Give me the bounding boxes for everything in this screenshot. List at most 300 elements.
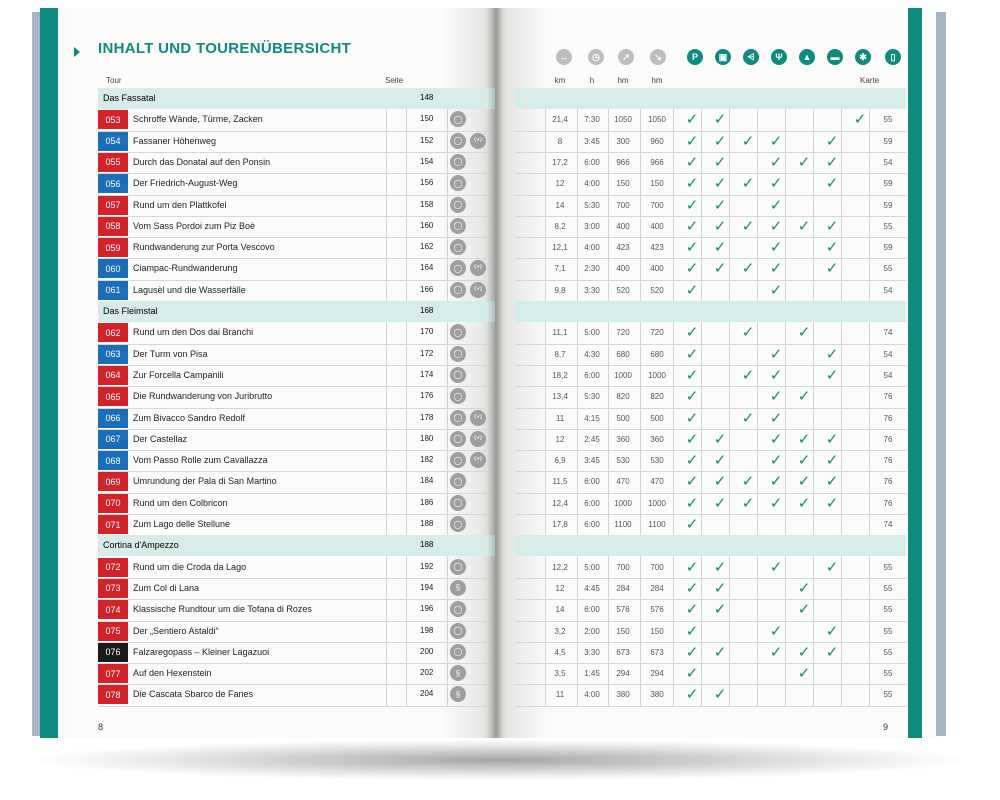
food-icon: Ψ	[771, 49, 787, 65]
tour-row[interactable]	[98, 471, 495, 492]
tour-data-row	[495, 173, 906, 194]
checkmark-icon: ✓	[713, 260, 727, 278]
tour-down: 820	[650, 392, 664, 402]
tour-row[interactable]	[98, 684, 495, 705]
tour-row[interactable]	[98, 408, 495, 429]
tour-number-badge: 065	[98, 387, 128, 406]
tour-up: 294	[616, 669, 630, 679]
tour-up: 500	[616, 413, 630, 423]
tour-row[interactable]	[98, 493, 495, 514]
tour-page: 172	[420, 348, 434, 358]
tour-karte: 55	[883, 605, 893, 615]
checkmark-icon: ✓	[825, 430, 839, 448]
tour-row[interactable]	[98, 344, 495, 365]
tour-karte: 76	[883, 498, 893, 508]
tour-number-badge: 073	[98, 579, 128, 598]
tour-number-badge: 059	[98, 238, 128, 257]
difficulty-circle-icon: ◯	[450, 495, 466, 511]
tour-down: 576	[650, 605, 664, 615]
distance-icon: ↔	[556, 49, 572, 65]
tour-up: 720	[616, 328, 630, 338]
tour-karte: 55	[883, 669, 893, 679]
tour-page: 196	[420, 604, 434, 614]
checkmark-icon: ✓	[741, 132, 755, 150]
left-teal-strip	[40, 8, 58, 738]
parking-icon: P	[687, 49, 703, 65]
tour-row[interactable]	[98, 663, 495, 684]
tour-page: 154	[420, 156, 434, 166]
unit-label-3: hm	[651, 76, 663, 85]
tour-name: Klassische Rundtour um die Tofana di Rozes	[133, 604, 312, 615]
tour-data-row	[495, 493, 906, 514]
tour-page: 178	[420, 412, 434, 422]
tour-number-badge: 066	[98, 409, 128, 428]
tour-down: 150	[650, 179, 664, 189]
checkmark-icon: ✓	[685, 686, 699, 704]
tour-km: 7,1	[554, 264, 566, 274]
difficulty-circle-icon: ◯	[450, 388, 466, 404]
checkmark-icon: ✓	[685, 473, 699, 491]
page-title: INHALT UND TOURENÜBERSICHT	[98, 40, 352, 57]
tour-up: 400	[616, 264, 630, 274]
tour-number-badge: 069	[98, 472, 128, 491]
tour-data-row	[495, 258, 906, 279]
kids-bear-icon: ʕ•ʔ	[470, 452, 486, 468]
tour-h: 1:45	[584, 669, 600, 679]
tour-km: 3,2	[554, 626, 566, 636]
tour-number-badge: 057	[98, 196, 128, 215]
tour-number-badge: 070	[98, 494, 128, 513]
tour-km: 11	[555, 690, 565, 700]
tour-name: Umrundung der Pala di San Martino	[133, 476, 277, 487]
tour-h: 6:00	[584, 498, 600, 508]
tour-data-row	[495, 408, 906, 429]
tour-km: 13,4	[552, 392, 568, 402]
tour-km: 11,5	[552, 477, 568, 487]
tour-karte: 55	[883, 264, 893, 274]
tour-number-badge: 077	[98, 664, 128, 683]
difficulty-circle-icon: ◯	[450, 346, 466, 362]
tour-km: 6,9	[554, 456, 566, 466]
tour-h: 6:00	[584, 370, 600, 380]
tour-h: 3:45	[584, 456, 600, 466]
tour-h: 2:45	[584, 434, 600, 444]
checkmark-icon: ✓	[825, 494, 839, 512]
row-divider	[515, 706, 906, 707]
title-arrow-icon	[74, 47, 80, 57]
tour-km: 12	[555, 583, 565, 593]
tour-data-row	[495, 322, 906, 343]
tour-row[interactable]	[98, 621, 495, 642]
tour-page: 184	[420, 476, 434, 486]
tour-h: 3:00	[584, 221, 600, 231]
difficulty-circle-icon: ◯	[450, 516, 466, 532]
page-edges-right	[936, 12, 946, 736]
tour-row[interactable]	[98, 280, 495, 301]
checkmark-icon: ✓	[769, 239, 783, 257]
tour-karte: 76	[883, 456, 893, 466]
right-page	[495, 8, 940, 738]
tour-up: 470	[616, 477, 630, 487]
tour-km: 14	[555, 200, 565, 210]
tour-data-row	[495, 237, 906, 258]
checkmark-icon: ✓	[685, 196, 699, 214]
tour-page: 204	[420, 689, 434, 699]
tour-page: 164	[420, 263, 434, 273]
tour-up: 673	[616, 647, 630, 657]
checkmark-icon: ✓	[713, 217, 727, 235]
tour-down: 1050	[648, 115, 666, 125]
tour-km: 11	[555, 413, 565, 423]
descent-icon: ↘	[650, 49, 666, 65]
tour-name: Schroffe Wände, Türme, Zacken	[133, 114, 263, 125]
tour-name: Auf den Hexenstein	[133, 668, 212, 679]
checkmark-icon: ✓	[741, 217, 755, 235]
tour-h: 4:00	[584, 243, 600, 253]
tour-name: Rund um den Plattkofel	[133, 199, 227, 210]
tour-karte: 74	[883, 520, 893, 529]
tour-down: 700	[650, 200, 664, 210]
checkmark-icon: ✓	[685, 643, 699, 661]
checkmark-icon: ✓	[769, 217, 783, 235]
checkmark-icon: ✓	[797, 388, 811, 406]
checkmark-icon: ✓	[769, 409, 783, 427]
difficulty-steep-icon: §	[450, 686, 466, 702]
tour-karte: 54	[883, 370, 893, 380]
tour-km: 12,4	[552, 498, 568, 508]
tour-h: 3:30	[584, 285, 600, 295]
tour-h: 6:00	[584, 157, 600, 167]
checkmark-icon: ✓	[713, 494, 727, 512]
checkmark-icon: ✓	[769, 366, 783, 384]
header-tour: Tour	[106, 76, 122, 85]
tour-name: Vom Passo Rolle zum Cavallazza	[133, 455, 268, 466]
tour-data-row	[495, 621, 906, 642]
left-page	[40, 8, 495, 738]
checkmark-icon: ✓	[685, 579, 699, 597]
tour-up: 966	[616, 157, 630, 167]
tour-name: Lagusèl und die Wasserfälle	[133, 284, 246, 295]
tour-h: 5:00	[584, 328, 600, 338]
checkmark-icon: ✓	[685, 494, 699, 512]
difficulty-circle-icon: ◯	[450, 452, 466, 468]
checkmark-icon: ✓	[825, 345, 839, 363]
checkmark-icon: ✓	[769, 558, 783, 576]
winter-icon: ✱	[855, 49, 871, 65]
checkmark-icon: ✓	[741, 366, 755, 384]
tour-number-badge: 064	[98, 366, 128, 385]
tour-down: 150	[650, 626, 664, 636]
tour-h: 6:00	[584, 605, 600, 615]
tour-h: 5:30	[584, 392, 600, 402]
tour-name: Zum Bivacco Sandro Redolf	[133, 412, 246, 423]
tour-h: 2:30	[584, 264, 600, 274]
tour-km: 21,4	[552, 115, 568, 125]
tour-row[interactable]	[98, 173, 495, 194]
checkmark-icon: ✓	[741, 494, 755, 512]
difficulty-steep-icon: §	[450, 665, 466, 681]
checkmark-icon: ✓	[685, 452, 699, 470]
tour-down: 673	[650, 647, 664, 657]
tour-up: 680	[616, 349, 630, 359]
tour-up: 423	[616, 243, 630, 253]
tour-name: Rund um den Dos dai Branchi	[133, 327, 254, 338]
page-number-left: 8	[98, 722, 104, 732]
tour-number-badge: 058	[98, 217, 128, 236]
tour-name: Zur Forcella Campanili	[133, 369, 224, 380]
tour-km: 4,5	[554, 647, 566, 657]
difficulty-circle-icon: ◯	[450, 218, 466, 234]
checkmark-icon: ✓	[853, 111, 867, 129]
tour-down: 470	[650, 477, 664, 487]
checkmark-icon: ✓	[769, 452, 783, 470]
tour-km: 17,8	[552, 520, 568, 529]
tour-page: 186	[420, 497, 434, 507]
tour-page: 174	[420, 369, 434, 379]
tour-page: 160	[420, 220, 434, 230]
checkmark-icon: ✓	[769, 643, 783, 661]
tour-down: 500	[650, 413, 664, 423]
tour-row[interactable]	[98, 365, 495, 386]
tour-page: 158	[420, 199, 434, 209]
kids-bear-icon: ʕ•ʔ	[470, 282, 486, 298]
checkmark-icon: ✓	[741, 260, 755, 278]
checkmark-icon: ✓	[797, 494, 811, 512]
checkmark-icon: ✓	[769, 153, 783, 171]
book-shadow	[40, 740, 960, 780]
tour-km: 3,5	[554, 669, 566, 679]
tour-up: 700	[616, 200, 630, 210]
checkmark-icon: ✓	[685, 324, 699, 342]
tour-karte: 55	[883, 583, 893, 593]
tour-name: Die Rundwanderung von Juribrutto	[133, 391, 273, 402]
tour-h: 4:00	[584, 179, 600, 189]
tour-up: 820	[616, 392, 630, 402]
difficulty-circle-icon: ◯	[450, 111, 466, 127]
tour-number-badge: 074	[98, 600, 128, 619]
checkmark-icon: ✓	[713, 601, 727, 619]
tour-name: Die Cascata Sbarco de Fanes	[133, 689, 254, 700]
tour-number-badge: 062	[98, 323, 128, 342]
tour-page: 192	[420, 561, 434, 571]
tour-h: 4:15	[584, 413, 600, 423]
tour-name: Ciampac-Rundwanderung	[133, 263, 238, 274]
section-page: 168	[420, 306, 434, 315]
tour-number-badge: 078	[98, 685, 128, 704]
tour-data-row	[495, 152, 906, 173]
tour-name: Zum Lago delle Stellune	[133, 519, 231, 529]
difficulty-circle-icon: ◯	[450, 282, 466, 298]
ascent-icon: ↗	[618, 49, 634, 65]
tour-h: 4:45	[584, 583, 600, 593]
tour-name: Falzaregopass – Kleiner Lagazuoi	[133, 646, 270, 657]
tour-name: Rundwanderung zur Porta Vescovo	[133, 242, 275, 253]
tour-page: 156	[420, 178, 434, 188]
difficulty-circle-icon: ◯	[450, 601, 466, 617]
tour-row[interactable]	[98, 514, 495, 535]
checkmark-icon: ✓	[685, 601, 699, 619]
tour-row[interactable]	[98, 386, 495, 407]
checkmark-icon: ✓	[797, 643, 811, 661]
tour-name: Der Castellaz	[133, 433, 188, 444]
checkmark-icon: ✓	[825, 452, 839, 470]
tour-row[interactable]	[98, 429, 495, 450]
tour-up: 360	[616, 434, 630, 444]
tour-number-badge: 072	[98, 558, 128, 577]
tour-km: 8,2	[554, 221, 566, 231]
section-row-right	[515, 301, 906, 322]
tour-row[interactable]	[98, 237, 495, 258]
checkmark-icon: ✓	[713, 132, 727, 150]
tour-data-row	[495, 471, 906, 492]
tour-down: 1000	[648, 498, 666, 508]
tour-down: 966	[650, 157, 664, 167]
kids-bear-icon: ʕ•ʔ	[470, 410, 486, 426]
tour-karte: 76	[883, 392, 893, 402]
tour-down: 400	[650, 221, 664, 231]
tour-name: Rund um den Colbricon	[133, 497, 228, 508]
checkmark-icon: ✓	[769, 388, 783, 406]
section-name: Das Fassatal	[103, 93, 156, 103]
tour-km: 9,8	[554, 285, 566, 295]
tour-data-row	[495, 642, 906, 663]
tour-row[interactable]	[98, 322, 495, 343]
checkmark-icon: ✓	[797, 324, 811, 342]
tour-down: 520	[650, 285, 664, 295]
tour-up: 1000	[614, 370, 632, 380]
checkmark-icon: ✓	[797, 601, 811, 619]
tour-up: 300	[616, 136, 630, 146]
tour-row[interactable]	[98, 642, 495, 663]
checkmark-icon: ✓	[797, 430, 811, 448]
tour-page: 162	[420, 242, 434, 252]
cablecar-icon: ⩤	[743, 49, 759, 65]
difficulty-circle-icon: ◯	[450, 559, 466, 575]
tour-row[interactable]	[98, 195, 495, 216]
tour-karte: 54	[883, 157, 893, 167]
tour-data-row	[495, 429, 906, 450]
difficulty-circle-icon: ◯	[450, 473, 466, 489]
difficulty-steep-icon: §	[450, 580, 466, 596]
tour-name: Rund um die Croda da Lago	[133, 561, 247, 572]
kids-bear-icon: ʕ•ʔ	[470, 260, 486, 276]
tour-down: 1000	[648, 370, 666, 380]
tour-row[interactable]	[98, 152, 495, 173]
section-row	[98, 301, 495, 322]
page-number-right: 9	[883, 722, 889, 732]
tour-km: 12,1	[552, 243, 568, 253]
tour-up: 700	[616, 562, 630, 572]
tour-karte: 76	[883, 477, 893, 487]
tour-page: 180	[420, 433, 434, 443]
checkmark-icon: ✓	[741, 473, 755, 491]
tour-data-row	[495, 599, 906, 620]
tour-up: 530	[616, 456, 630, 466]
tour-h: 6:00	[584, 520, 600, 529]
tour-number-badge: 054	[98, 132, 128, 151]
difficulty-circle-icon: ◯	[450, 154, 466, 170]
tour-down: 700	[650, 562, 664, 572]
checkmark-icon: ✓	[825, 558, 839, 576]
unit-label-0: km	[554, 76, 566, 85]
section-row	[98, 535, 495, 556]
checkmark-icon: ✓	[741, 324, 755, 342]
tour-row[interactable]	[98, 450, 495, 471]
tour-page: 170	[420, 327, 434, 337]
tour-row[interactable]	[98, 557, 495, 578]
tour-row[interactable]	[98, 216, 495, 237]
map-icon: ▯	[885, 49, 901, 65]
tour-karte: 76	[883, 413, 893, 423]
tour-km: 14	[555, 605, 565, 615]
tour-h: 3:30	[584, 647, 600, 657]
tour-row[interactable]	[98, 599, 495, 620]
tour-page: 198	[420, 625, 434, 635]
tour-up: 1100	[614, 520, 632, 529]
header-seite: Seite	[385, 76, 404, 85]
checkmark-icon: ✓	[685, 430, 699, 448]
checkmark-icon: ✓	[825, 239, 839, 257]
tour-karte: 55	[883, 690, 893, 700]
tour-h: 6:00	[584, 477, 600, 487]
checkmark-icon: ✓	[797, 665, 811, 683]
checkmark-icon: ✓	[685, 345, 699, 363]
tour-number-badge: 076	[98, 643, 128, 662]
tour-name: Vom Sass Pordoi zum Piz Boè	[133, 220, 256, 231]
tour-row[interactable]	[98, 578, 495, 599]
tour-data-row	[495, 280, 906, 301]
tour-number-badge: 075	[98, 622, 128, 641]
checkmark-icon: ✓	[825, 132, 839, 150]
tour-data-row	[495, 557, 906, 578]
tour-km: 12,2	[552, 562, 568, 572]
row-divider	[98, 706, 495, 707]
checkmark-icon: ✓	[713, 111, 727, 129]
tour-data-row	[495, 514, 906, 535]
tour-name: Durch das Donatal auf den Ponsin	[133, 156, 271, 167]
section-name: Cortina d'Ampezzo	[103, 540, 179, 551]
tour-down: 720	[650, 328, 664, 338]
kids-bear-icon: ʕ•ʔ	[470, 133, 486, 149]
tour-name: Der „Sentiero Astaldi“	[133, 625, 219, 636]
tour-karte: 59	[883, 179, 893, 189]
checkmark-icon: ✓	[685, 409, 699, 427]
checkmark-icon: ✓	[741, 409, 755, 427]
checkmark-icon: ✓	[769, 494, 783, 512]
checkmark-icon: ✓	[713, 473, 727, 491]
checkmark-icon: ✓	[769, 430, 783, 448]
tour-row[interactable]	[98, 131, 495, 152]
tour-down: 294	[650, 669, 664, 679]
tour-data-row	[495, 450, 906, 471]
section-page: 148	[420, 93, 434, 102]
tour-karte: 54	[883, 285, 893, 295]
tour-data-row	[495, 386, 906, 407]
tour-row[interactable]	[98, 109, 495, 130]
tour-down: 400	[650, 264, 664, 274]
checkmark-icon: ✓	[713, 579, 727, 597]
unit-label-2: hm	[617, 76, 629, 85]
tour-up: 380	[616, 690, 630, 700]
checkmark-icon: ✓	[713, 686, 727, 704]
checkmark-icon: ✓	[769, 622, 783, 640]
tour-row[interactable]	[98, 258, 495, 279]
tour-up: 400	[616, 221, 630, 231]
checkmark-icon: ✓	[825, 153, 839, 171]
tour-km: 12	[555, 434, 565, 444]
tour-down: 1100	[648, 520, 666, 529]
tour-name: Der Friedrich-August-Weg	[133, 178, 238, 189]
